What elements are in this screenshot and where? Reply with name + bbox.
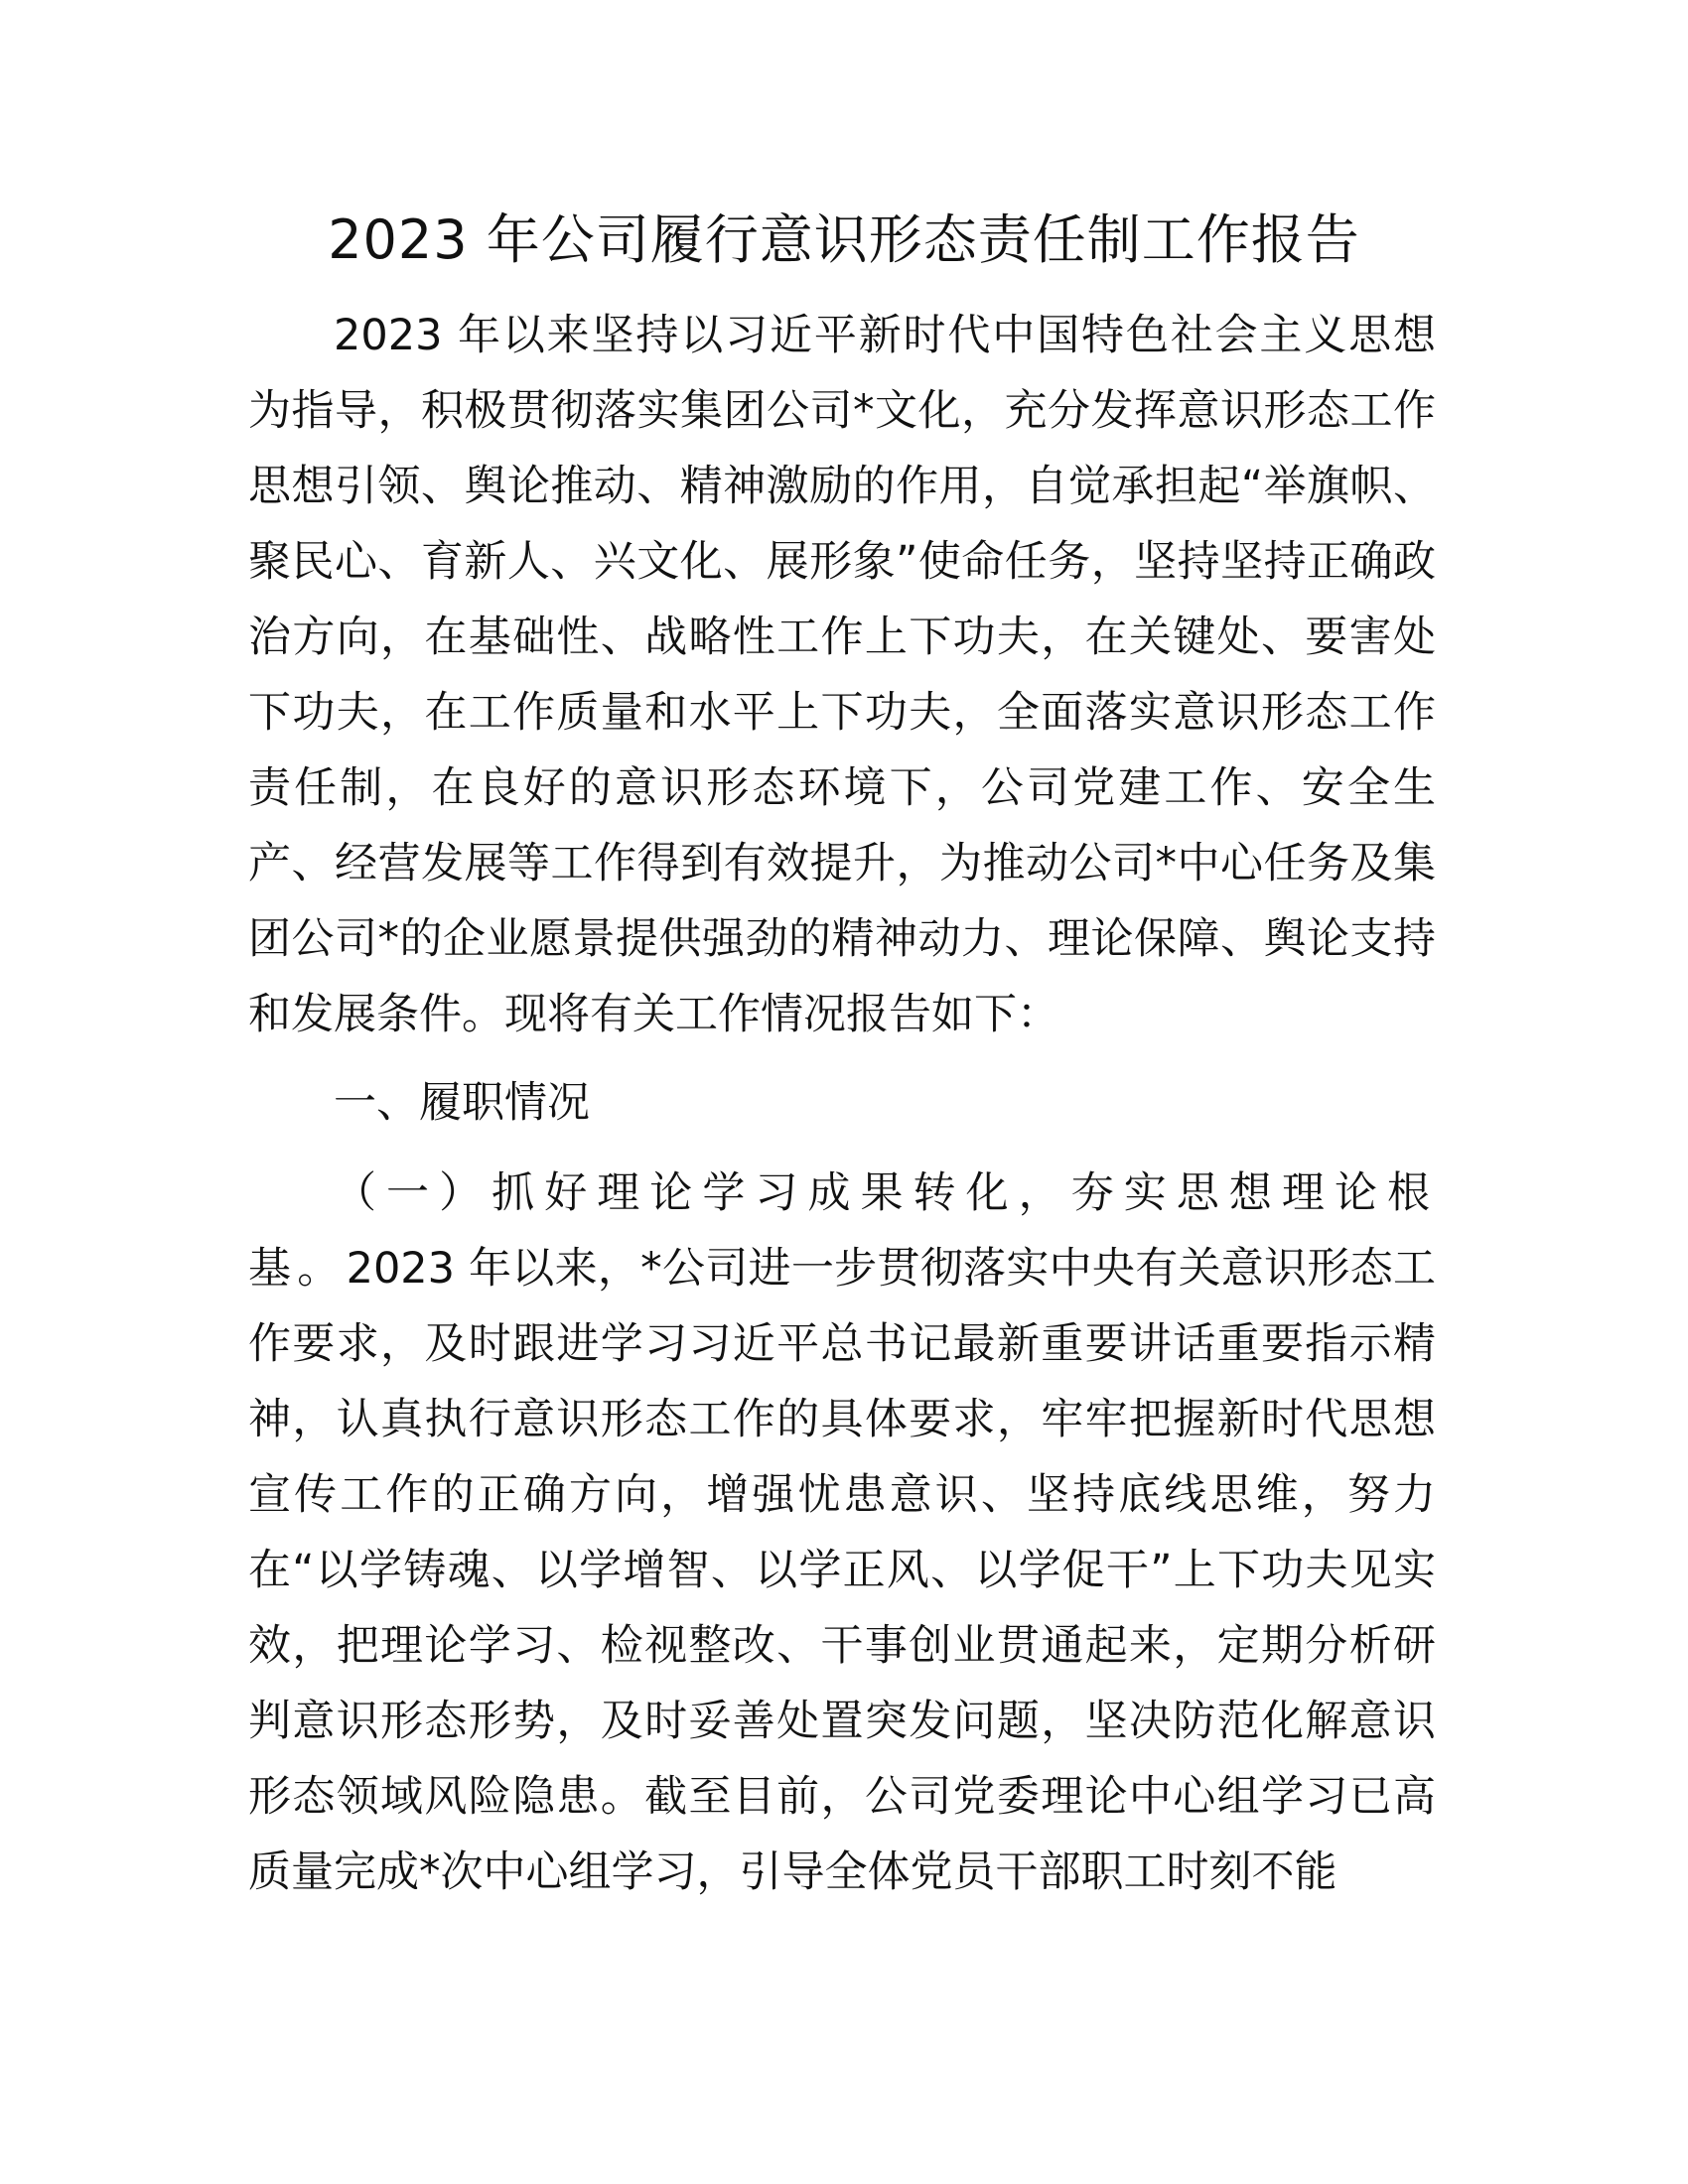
intro-paragraph: 2023 年以来坚持以习近平新时代中国特色社会主义思想为指导，积极贯彻落实集团公司*文化，充分发挥意识形态工作思想引领、舆论推动、精神激励的作用，自觉承担起“举旗帜、聚民心、育新人、兴文化、展形象”使命任务，坚持坚持正确政治方向，在基础性、战略性工作上下功夫，在关键处、要害处下功夫，在工作质量和水平上下功夫，全面落实意识形态工作责任制，在良好的意识形态环境下，公司党建工作、安全生产、经营发展等工作得到有效提升，为推动公司*中心任务及集团公司*的企业愿景提供强劲的精神动力、理论保障、舆论支持和发展条件。现将有关工作情况报告如下： bbox=[248, 311, 1436, 1039]
subsection-heading: （一）抓好理论学习成果转化，夯实思想理论根基。 bbox=[248, 1168, 1436, 1294]
subsection-body: 2023 年以来，*公司进一步贯彻落实中央有关意识形态工作要求，及时跟进学习习近平总书记最新重要讲话重要指示精神，认真执行意识形态工作的具体要求，牢牢把握新时代思想宣传工作的正确方向，增强忧患意识、坚持底线思维，努力在“以学铸魂、以学增智、以学正风、以学促干”上下功夫见实效，把理论学习、检视整改、干事创业贯通起来，定期分析研判意识形态形势，及时妥善处置突发问题，坚决防范化解意识形态领域风险隐患。截至目前，公司党委理论中心组学习已高质量完成*次中心组学习，引导全体党员干部职工时刻不能 bbox=[248, 1244, 1436, 1897]
subsection-paragraph bbox=[248, 1148, 1436, 1910]
document-title: 2023 年公司履行意识形态责任制工作报告 bbox=[328, 208, 1360, 271]
section-heading: 一、履职情况 bbox=[334, 1078, 590, 1128]
document-body bbox=[248, 298, 1436, 1910]
